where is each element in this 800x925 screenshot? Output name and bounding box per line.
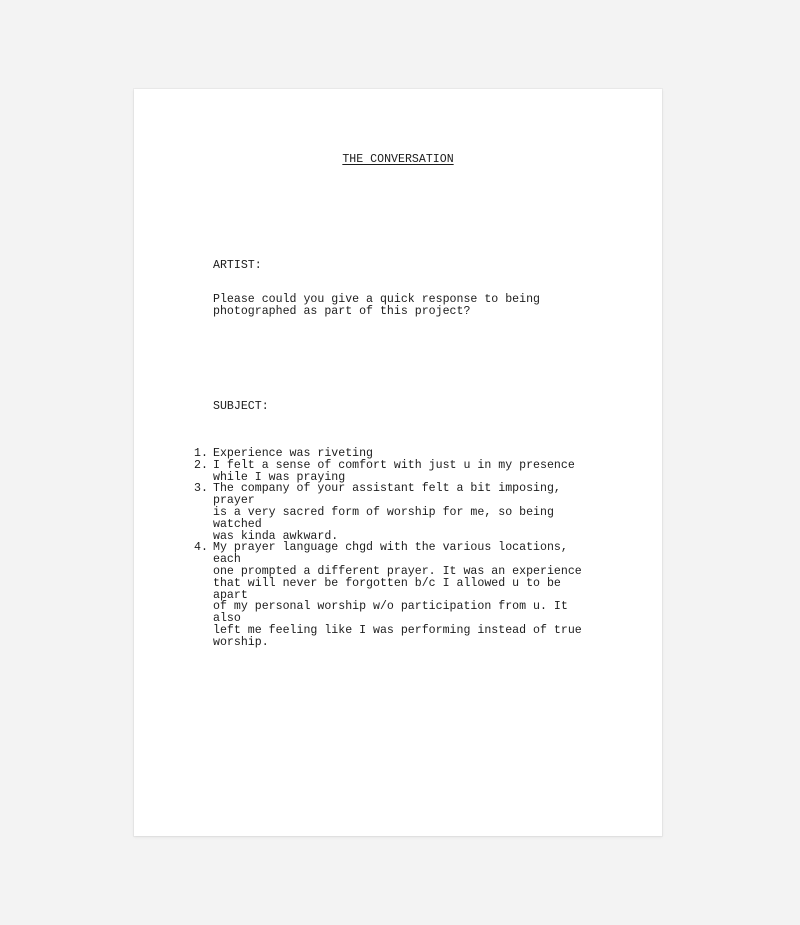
answer-number: 3. [194,482,208,496]
answer-text: My prayer language chgd with the various locations, each one prompted a different prayer. It was an experience that will never be forgotten b/c I allowed u to be apart of my personal worship w/o participation from u. It also left me feeling like I was performing instead of true worship. [213,541,582,649]
answer-item-3 [194,483,594,542]
answer-text: I felt a sense of comfort with just u in my presence while I was praying [213,458,575,484]
subject-label: SUBJECT: [213,400,269,413]
answer-number: 4. [194,541,208,555]
answer-text: Experience was riveting [213,447,374,460]
answer-number: 2. [194,458,208,472]
artist-label: ARTIST: [213,259,262,272]
subject-answers-list [194,448,594,649]
artist-question: Please could you give a quick response to being photographed as part of this project? [213,293,540,318]
answer-item-2 [194,460,594,484]
answer-text: The company of your assistant felt a bit imposing, prayer is a very sacred form of worship for me, so being watched was kinda awkward. [213,482,561,543]
answer-number: 1. [194,447,208,460]
document-title: THE CONVERSATION [342,153,454,166]
document-page [134,89,662,836]
answer-item-4 [194,542,594,648]
